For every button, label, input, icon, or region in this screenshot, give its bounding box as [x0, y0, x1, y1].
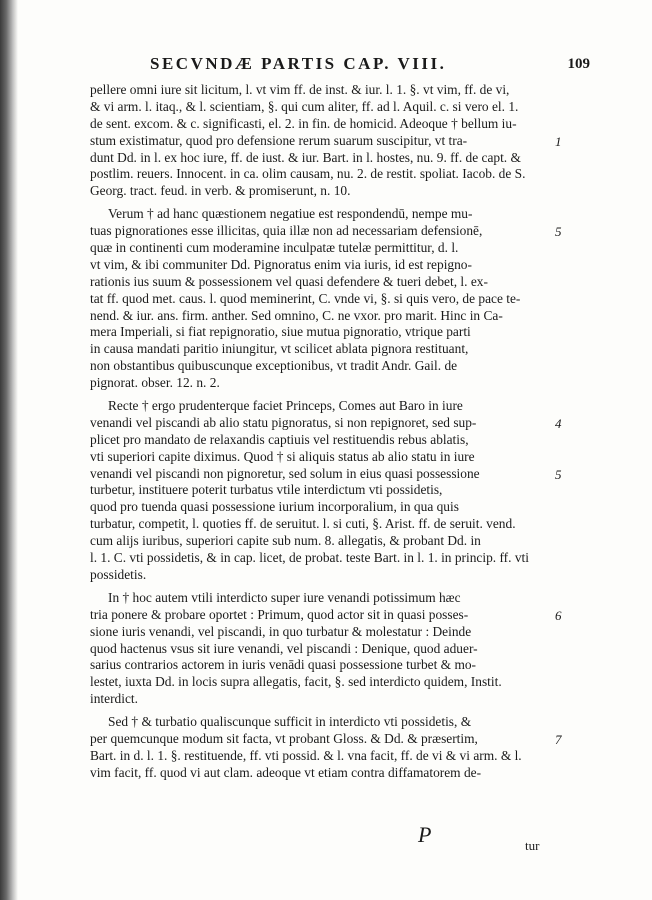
margin-number: 5 [555, 466, 562, 482]
text-line: rationis ius suum & possessionem vel quasi defendere & tueri debet, l. ex- [90, 273, 488, 289]
text-line: vim facit, ff. quod vi aut clam. adeoque vt etiam contra diffamatorem de- [90, 764, 482, 780]
text-line: vt vim, & ibi communiter Dd. Pignoratus enim via iuris, id est repigno- [90, 256, 472, 272]
text-line: quod pro tuenda quasi possessione iurium incorporalium, in qua quis [90, 499, 459, 515]
text-line: In † hoc autem vtili interdicto super iure venandi potissimum hæc [108, 589, 461, 605]
running-head: SECVNDÆ PARTIS CAP. VIII. [150, 54, 447, 73]
text-line: tat ff. quod met. caus. l. quod meminerint, C. vnde vi, §. si quis vero, de pace te- [90, 290, 521, 306]
text-line: non obstantibus quibuscunque exceptionibus, vt tradit Andr. Gail. de [90, 358, 458, 374]
text-line: venandi vel piscandi non pignoretur, sed solum in eius quasi possessione [90, 465, 480, 481]
text-line: per quemcunque modum sit facta, vt probant Gloss. & Dd. & præsertim, [90, 730, 478, 746]
body-text [90, 82, 535, 782]
text-line: possidetis. [90, 566, 147, 582]
text-line: & vi arm. l. itaq., & l. scientiam, §. qui cum aliter, ff. ad l. Aquil. c. si vero el. 1. [90, 98, 519, 114]
text-line: Georg. tract. feud. in verb. & promiserunt, n. 10. [90, 183, 351, 199]
margin-number: 4 [555, 416, 562, 432]
text-line: Sed † & turbatio qualiscunque sufficit in interdicto vti possidetis, & [108, 714, 472, 730]
text-line: Bart. in d. l. 1. §. restituende, ff. vti possid. & l. vna facit, ff. de vi & vi arm. & l. [90, 747, 522, 763]
gutter-shadow [0, 0, 18, 900]
signature-mark: P [418, 822, 432, 847]
text-line: sarius contrarios actorem in iuris venādi quasi possessione turbet & mo- [90, 657, 477, 673]
text-line: tria ponere & probare oportet : Primum, quod actor sit in quasi posses- [90, 606, 469, 622]
text-line: venandi vel piscandi ab alio statu pignoratus, si non repignoret, sed sup- [90, 414, 477, 430]
text-line: postlim. reuers. Innocent. in ca. olim causam, nu. 2. de restit. spoliat. Iacob. de S. [90, 166, 526, 182]
text-line: in causa mandati paritio iniungitur, vt scilicet ablata pignora restituant, [90, 341, 469, 357]
text-line: plicet pro mandato de relaxandis captiuis vel restituendis rebus ablatis, [90, 431, 469, 447]
text-line: stum existimatur, quod pro defensione rerum suarum suscipitur, vt tra- [90, 132, 468, 148]
text-line: tuas pignorationes esse illicitas, quia illæ non ad necessariam defensionē, [90, 223, 483, 239]
text-line: turbatur, competit, l. quoties ff. de seruitut. l. si cuti, §. Arist. ff. de seruit. vend. [90, 516, 516, 532]
text-line: sione iuris venandi, vel piscandi, in quo turbatur & molestatur : Deinde [90, 623, 472, 639]
text-line: quæ in continenti cum moderamine inculpatæ tutelæ permittitur, d. l. [90, 240, 459, 256]
text-line: Recte † ergo prudenterque faciet Princeps, Comes aut Baro in iure [108, 398, 463, 414]
text-line: nend. & iur. ans. firm. anther. Sed omnino, C. ne vxor. pro marit. Hinc in Ca- [90, 307, 503, 323]
text-line: pignorat. obser. 12. n. 2. [90, 375, 220, 391]
text-line: lestet, iuxta Dd. in locis supra allegatis, facit, §. sed interdicto quidem, Instit. [90, 674, 502, 690]
text-line: pellere omni iure sit licitum, l. vt vim ff. de inst. & iur. l. 1. §. vt vim, ff. de vi, [90, 82, 510, 97]
text-line: de sent. excom. & c. significasti, el. 2. in fin. de homicid. Adeoque † bellum iu- [90, 115, 517, 131]
page-header [120, 54, 590, 78]
margin-number: 1 [555, 133, 562, 149]
margin-number: 5 [555, 224, 562, 240]
text-line: quod hactenus vsus sit iure venandi, vel piscandi : Denique, quod aduer- [90, 640, 478, 656]
text-line: dunt Dd. in l. ex hoc iure, ff. de iust. & iur. Bart. in l. hostes, nu. 9. ff. de capt. & [90, 149, 521, 165]
text-line: mera Imperiali, si fiat repignoratio, siue mutua pignoratio, vtrique parti [90, 324, 471, 340]
folio-number: 109 [567, 56, 590, 72]
text-line: Verum † ad hanc quæstionem negatiue est respondendū, nempe mu- [108, 206, 473, 222]
text-line: vti superiori capite diximus. Quod † si aliquis status ab alio statu in iure [90, 448, 475, 464]
text-line: cum alijs iuribus, superiori capite sub num. 8. allegatis, & probant Dd. in [90, 533, 481, 549]
text-line: turbetur, instituere poterit turbatus vtile interdictum vti possidetis, [90, 482, 443, 498]
text-line: interdict. [90, 691, 138, 707]
text-line: l. 1. C. vti possidetis, & in cap. licet, de probat. teste Bart. in l. 1. in princip. ff. vti [90, 550, 529, 566]
margin-number: 7 [555, 732, 562, 748]
catchword: tur [525, 838, 540, 853]
margin-number: 6 [555, 608, 562, 623]
